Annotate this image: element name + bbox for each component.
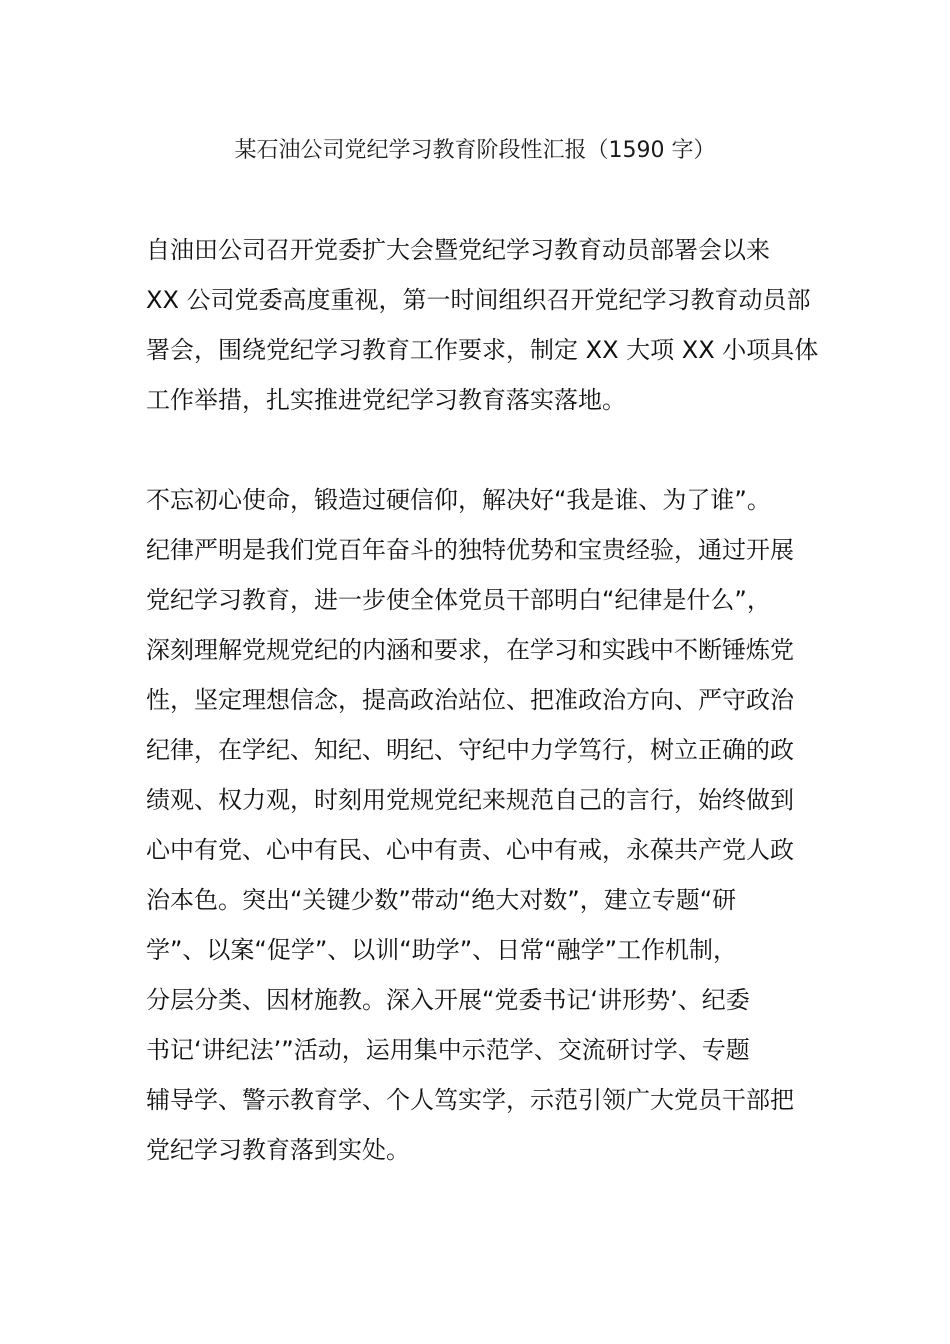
- paragraph-1: [146, 225, 818, 425]
- paragraph-line: 工作举措，扎实推进党纪学习教育落实落地。: [146, 386, 626, 414]
- paragraph-line: 党纪学习教育落到实处。: [146, 1136, 410, 1164]
- document-title: 某石油公司党纪学习教育阶段性汇报（1590 字）: [234, 138, 716, 163]
- paragraph-line: 不忘初心使命，锻造过硬信仰，解决好“我是谁、为了谁”。: [146, 486, 771, 514]
- paragraph-line: 辅导学、警示教育学、个人笃实学，示范引领广大党员干部把: [146, 1086, 794, 1114]
- paragraph-line: 署会，围绕党纪学习教育工作要求，制定 XX 大项 XX 小项具体: [146, 336, 819, 364]
- paragraph-line: 自油田公司召开党委扩大会暨党纪学习教育动员部署会以来: [146, 236, 770, 264]
- paragraph-line: 党纪学习教育，进一步使全体党员干部明白“纪律是什么”，: [146, 586, 771, 614]
- paragraph-line: 性，坚定理想信念，提高政治站位、把准政治方向、严守政治: [146, 686, 794, 714]
- paragraph-line: 治本色。突出“关键少数”带动“绝大对数”，建立专题“研: [146, 886, 737, 914]
- paragraph-2: [146, 475, 794, 1175]
- paragraph-line: 纪律，在学纪、知纪、明纪、守纪中力学笃行，树立正确的政: [146, 736, 794, 764]
- paragraph-line: 深刻理解党规党纪的内涵和要求，在学习和实践中不断锤炼党: [146, 636, 794, 664]
- paragraph-line: 学”、以案“促学”、以训“助学”、日常“融学”工作机制，: [146, 936, 738, 964]
- paragraph-line: XX 公司党委高度重视，第一时间组织召开党纪学习教育动员部: [146, 286, 811, 314]
- paragraph-line: 纪律严明是我们党百年奋斗的独特优势和宝贵经验，通过开展: [146, 536, 794, 564]
- paragraph-line: 分层分类、因材施教。深入开展“党委书记‘讲形势’、纪委: [146, 986, 750, 1014]
- paragraph-line: 书记‘讲纪法’”活动，运用集中示范学、交流研讨学、专题: [146, 1036, 750, 1064]
- paragraph-line: 绩观、权力观，时刻用党规党纪来规范自己的言行，始终做到: [146, 786, 794, 814]
- paragraph-line: 心中有党、心中有民、心中有责、心中有戒，永葆共产党人政: [146, 836, 794, 864]
